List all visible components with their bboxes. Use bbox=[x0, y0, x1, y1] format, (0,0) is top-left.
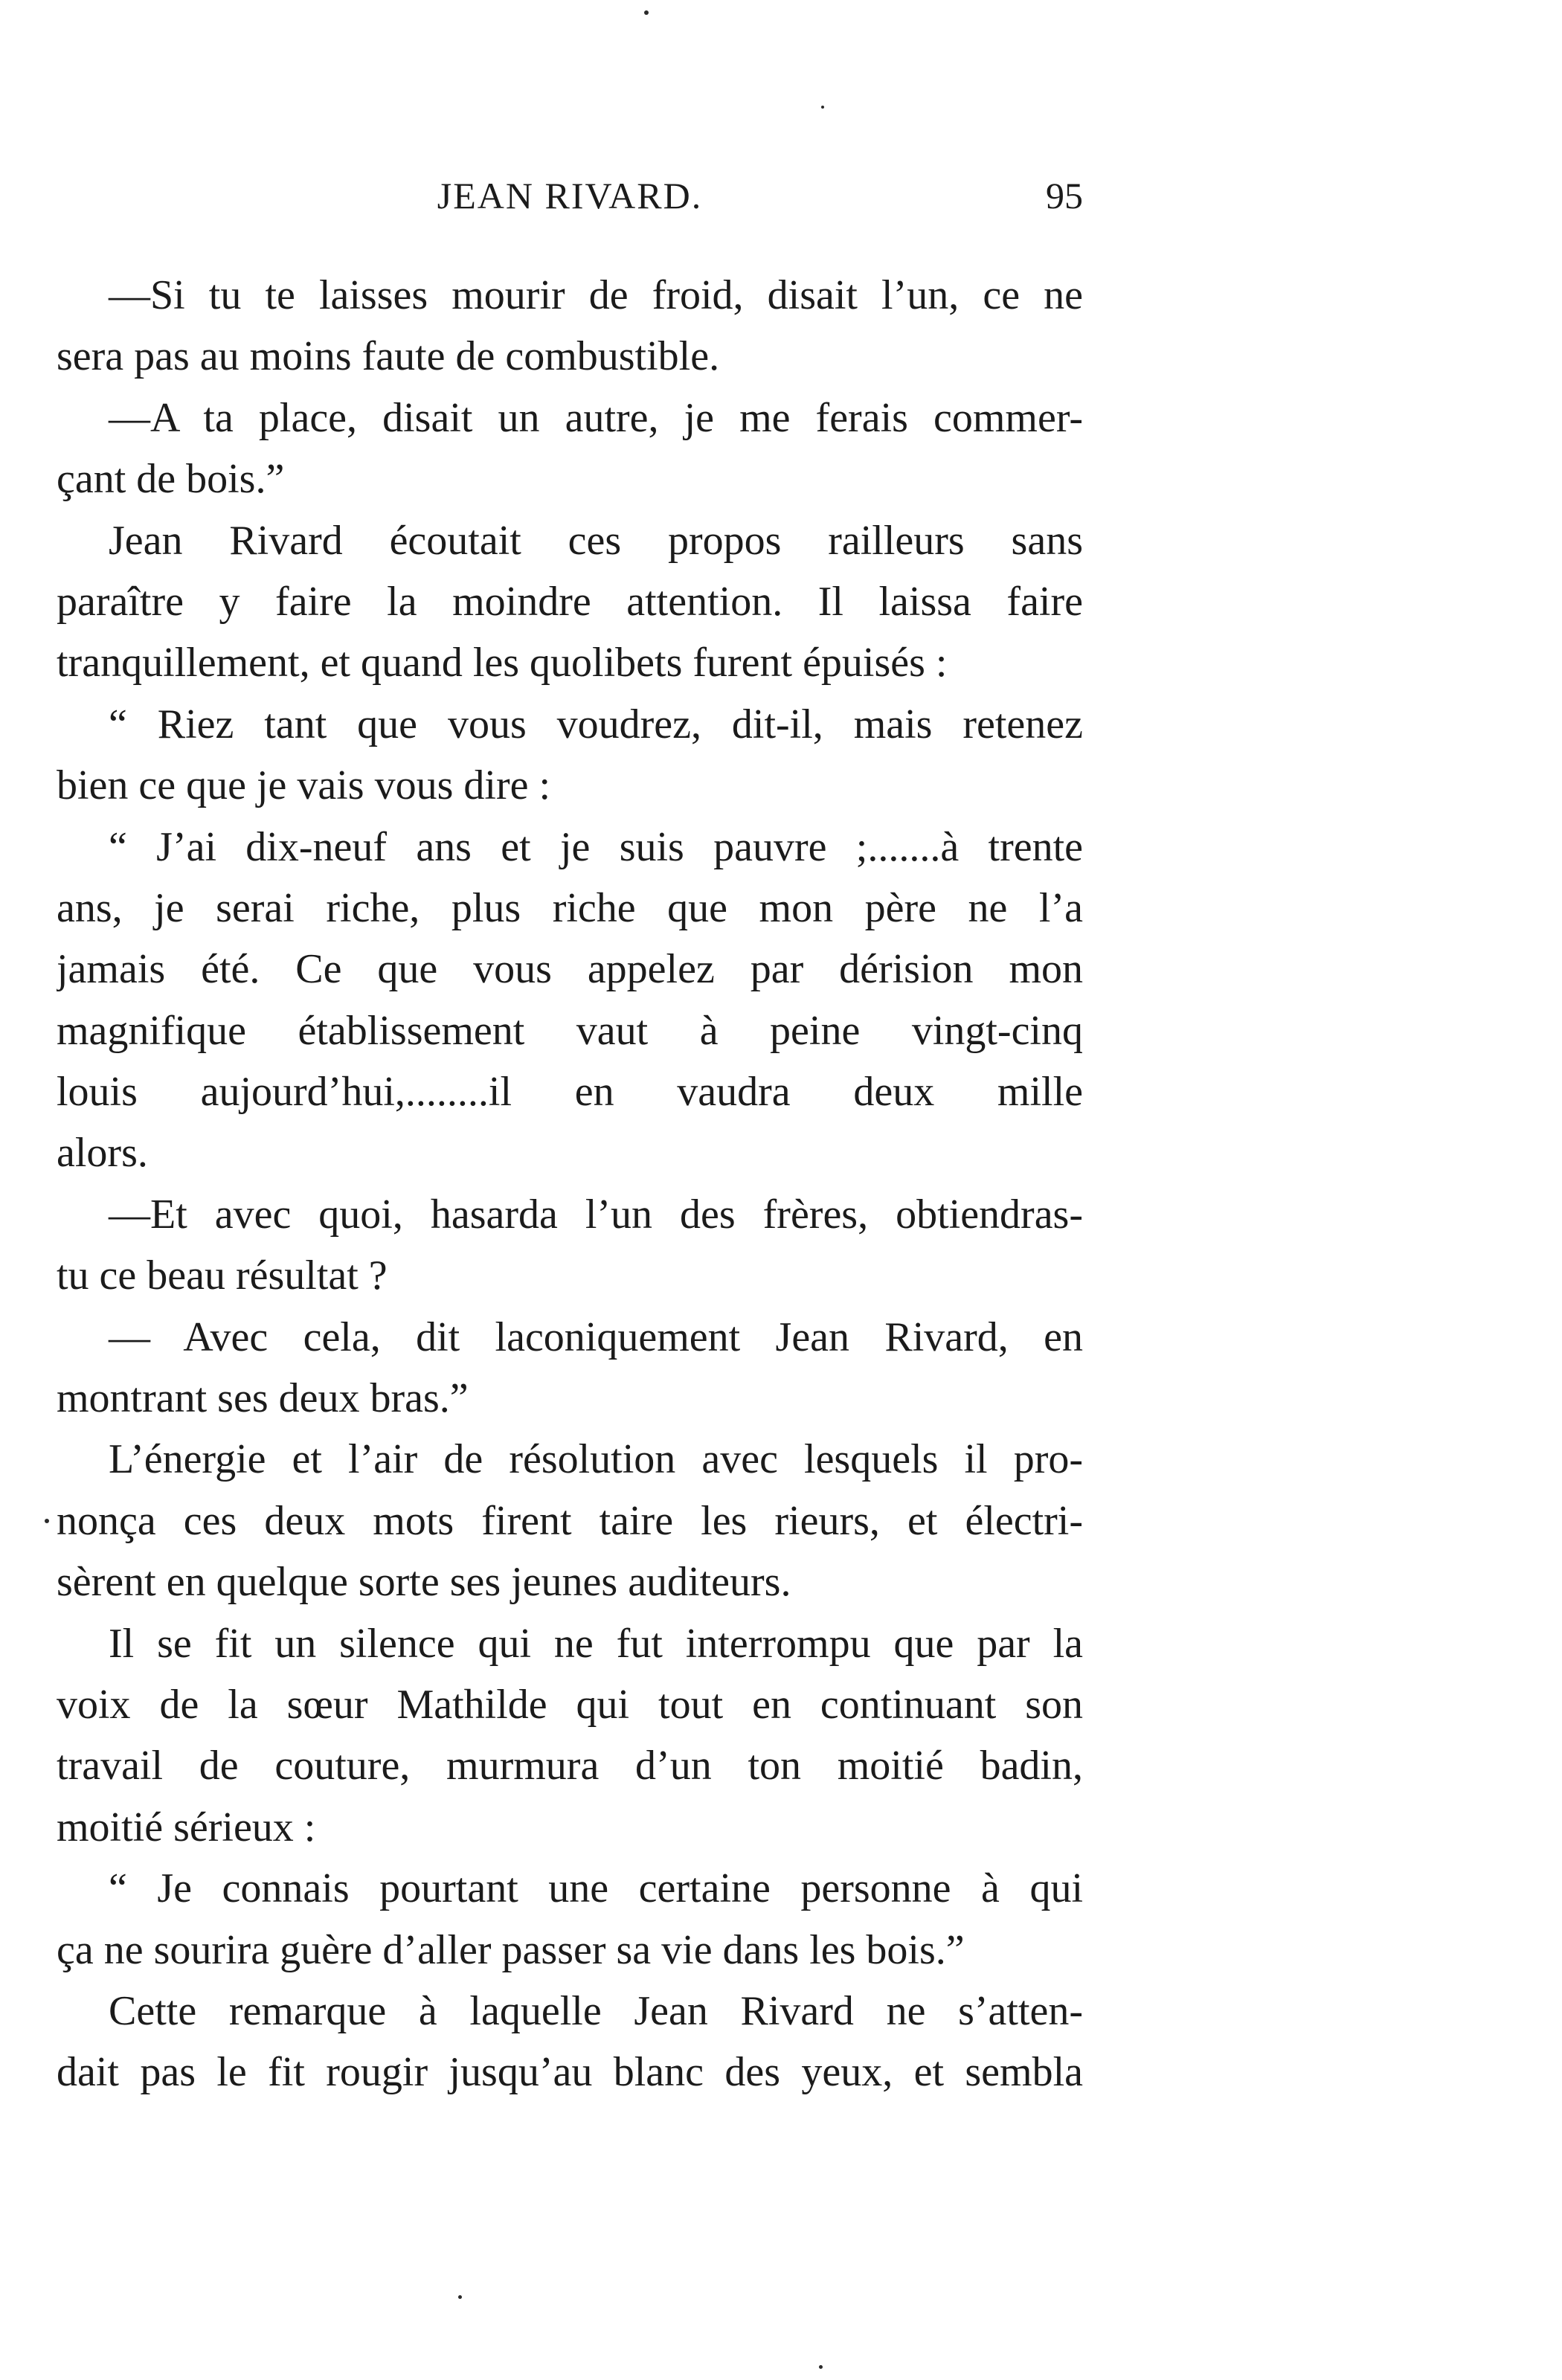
text-line: ça ne sourira guère d’aller passer sa vie dans les bois.” bbox=[57, 1926, 965, 1973]
text-line: sèrent en quelque sorte ses jeunes auditeurs. bbox=[57, 1559, 791, 1606]
ink-speck bbox=[644, 10, 649, 15]
text-line: tranquillement, et quand les quolibets furent épuisés : bbox=[57, 640, 948, 686]
text-line: Jean Rivard écoutait ces propos railleurs sans bbox=[109, 517, 1083, 564]
text-line: moitié sérieux : bbox=[57, 1804, 316, 1850]
page-number: 95 bbox=[1046, 175, 1083, 216]
text-line: nonça ces deux mots firent taire les rieurs, et électri- bbox=[57, 1497, 1083, 1544]
text-line: bien ce que je vais vous dire : bbox=[57, 762, 551, 809]
text-line: dait pas le fit rougir jusqu’au blanc des yeux, et sembla bbox=[57, 2049, 1083, 2096]
text-line: magnifique établissement vaut à peine vingt-cinq bbox=[57, 1007, 1083, 1054]
text-line: tu ce beau résultat ? bbox=[57, 1252, 388, 1299]
text-line: “ Riez tant que vous voudrez, dit-il, mais retenez bbox=[109, 701, 1083, 747]
text-line: jamais été. Ce que vous appelez par dérision mon bbox=[57, 946, 1083, 993]
text-line: sera pas au moins faute de combustible. bbox=[57, 333, 720, 380]
ink-speck bbox=[458, 2295, 462, 2299]
text-line: louis aujourd’hui,........il en vaudra deux mille bbox=[57, 1069, 1083, 1116]
running-header bbox=[57, 170, 1083, 222]
text-line: Il se fit un silence qui ne fut interrompu que par la bbox=[109, 1620, 1083, 1667]
text-line: —Et avec quoi, hasarda l’un des frères, obtiendras- bbox=[109, 1191, 1083, 1238]
text-line: L’énergie et l’air de résolution avec lesquels il pro- bbox=[109, 1436, 1083, 1483]
running-title: JEAN RIVARD. bbox=[437, 175, 703, 216]
text-line: “ J’ai dix-neuf ans et je suis pauvre ;.......à trente bbox=[109, 823, 1083, 870]
text-line: Cette remarque à laquelle Jean Rivard ne s’atten- bbox=[109, 1987, 1083, 2034]
text-line: alors. bbox=[57, 1130, 148, 1177]
text-line: “ Je connais pourtant une certaine personne à qui bbox=[109, 1865, 1083, 1912]
text-line: montrant ses deux bras.” bbox=[57, 1375, 469, 1422]
text-line: —Si tu te laisses mourir de froid, disait l’un, ce ne bbox=[109, 272, 1083, 318]
text-line: paraître y faire la moindre attention. Il laissa faire bbox=[57, 578, 1083, 625]
text-line: —A ta place, disait un autre, je me ferais commer- bbox=[109, 394, 1083, 441]
body-text bbox=[57, 265, 1083, 2103]
text-line: — Avec cela, dit laconiquement Jean Rivard, en bbox=[109, 1313, 1083, 1360]
ink-speck bbox=[819, 2365, 823, 2369]
text-line: ans, je serai riche, plus riche que mon père ne l’a bbox=[57, 884, 1083, 931]
text-line: çant de bois.” bbox=[57, 456, 285, 503]
margin-mark bbox=[45, 1519, 49, 1523]
text-line: voix de la sœur Mathilde qui tout en continuant son bbox=[57, 1681, 1083, 1728]
ink-speck bbox=[821, 106, 824, 109]
text-line: travail de couture, murmura d’un ton moitié badin, bbox=[57, 1743, 1083, 1789]
